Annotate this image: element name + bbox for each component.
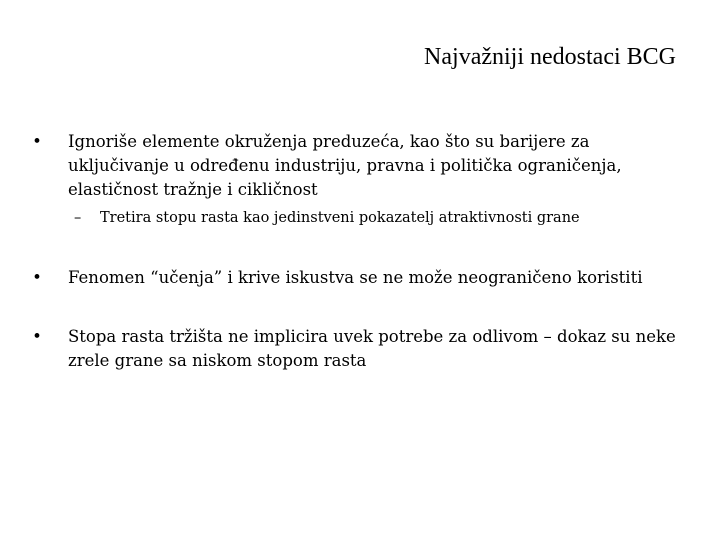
slide-title: Najvažniji nedostaci BCG bbox=[424, 44, 676, 70]
bullet-text: Fenomen “učenja” i krive iskustva se ne može neograničeno koristiti bbox=[68, 268, 643, 287]
bullet-list bbox=[30, 130, 680, 373]
bullet-item bbox=[30, 130, 680, 202]
bullet-icon: • bbox=[32, 268, 42, 287]
bullet-text: Ignoriše elemente okruženja preduzeća, kao što su barijere za uključivanje u određenu industriju, pravna i politička ograničenja, elastičnost tražnje i cikličnost bbox=[68, 132, 622, 199]
sub-bullet-text: Tretira stopu rasta kao jedinstveni pokazatelj atraktivnosti grane bbox=[100, 210, 580, 226]
bullet-item bbox=[30, 325, 680, 373]
bullet-icon: • bbox=[32, 327, 42, 346]
bullet-item bbox=[30, 266, 680, 290]
dash-icon: – bbox=[74, 210, 82, 226]
bullet-text: Stopa rasta tržišta ne implicira uvek potrebe za odlivom – dokaz su neke zrele grane sa niskom stopom rasta bbox=[68, 327, 676, 370]
sub-bullet-item bbox=[30, 208, 680, 228]
bullet-icon: • bbox=[32, 132, 42, 151]
